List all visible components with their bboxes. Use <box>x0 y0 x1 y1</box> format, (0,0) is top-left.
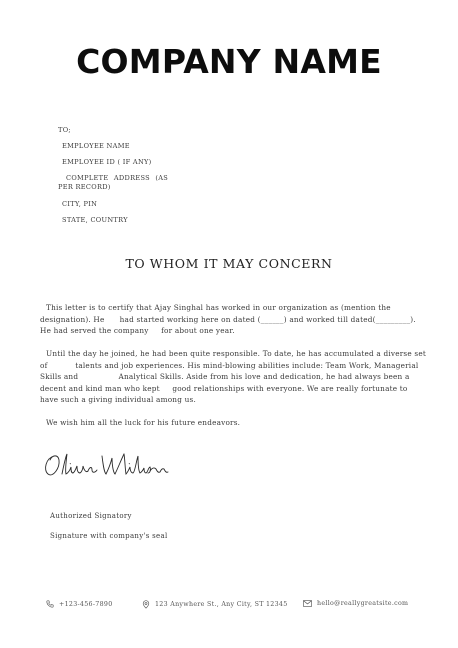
company-name: COMPANY NAME <box>76 42 382 81</box>
recipient-address-line1: COMPLETE ADDRESS (AS <box>66 174 169 182</box>
location-pin-icon <box>142 600 150 609</box>
envelope-icon <box>303 600 312 607</box>
paragraph-certification: This letter is to certify that Ajay Singhal has worked in our organization as (mention the designation). He had started working here on dated (______) and worked till dated(_________). He had served the company for about one year. <box>40 303 419 336</box>
footer-phone <box>46 600 113 608</box>
recipient-employee-name: EMPLOYEE NAME <box>62 142 130 150</box>
recipient-state: STATE, COUNTRY <box>62 216 128 224</box>
recipient-employee-id: EMPLOYEE ID ( IF ANY) <box>62 158 152 166</box>
phone-icon <box>46 600 54 608</box>
footer-email-text[interactable]: hello@reallygreatsite.com <box>317 600 409 607</box>
handwritten-signature <box>40 448 170 482</box>
letter-heading: TO WHOM IT MAY CONCERN <box>125 256 333 271</box>
paragraph-wishes: We wish him all the luck for his future endeavors. <box>46 418 241 427</box>
recipient-city: CITY, PIN <box>62 200 98 208</box>
footer-address-text: 123 Anywhere St., Any City, ST 12345 <box>155 601 288 608</box>
recipient-to: TO; <box>58 126 71 134</box>
signatory-title: Authorized Signatory <box>50 512 132 520</box>
signature-seal-note: Signature with company's seal <box>50 532 168 540</box>
recipient-address-line2: PER RECORD) <box>58 183 111 191</box>
footer-address <box>142 600 288 609</box>
footer-email <box>303 600 408 607</box>
footer-phone-text: +123-456-7890 <box>59 600 113 608</box>
paragraph-character: Until the day he joined, he had been quite responsible. To date, he has accumulated a diverse set of talents and job experiences. His mind-blowing abilities include: Team Work, Managerial Skills and Analytical Skills. Aside from his love and dedication, he had always been a decent and kind man who kept good relationships with everyone. We are really fortunate to have such a giving individual among us. <box>40 349 429 405</box>
